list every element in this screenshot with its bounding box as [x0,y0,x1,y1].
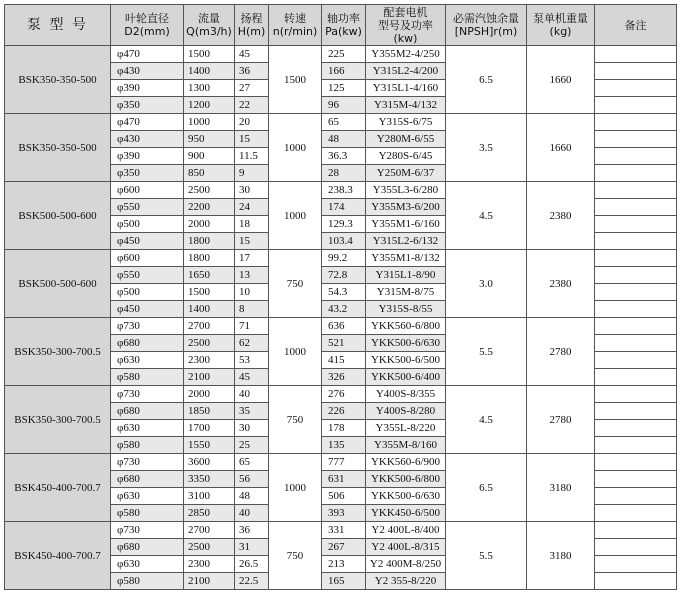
flow-cell: 900 [184,148,235,165]
table-row [5,114,677,131]
head-cell: 53 [235,352,269,369]
flow-cell: 1550 [184,437,235,454]
flow-cell: 1850 [184,403,235,420]
power-cell: 165 [322,573,366,590]
impeller-cell: φ630 [111,556,184,573]
power-cell: 238.3 [322,182,366,199]
head-cell: 71 [235,318,269,335]
head-cell: 24 [235,199,269,216]
impeller-cell: φ390 [111,80,184,97]
weight-cell: 3180 [527,522,595,590]
motor-cell: Y315M-8/75 [366,284,446,301]
note-cell [595,199,677,216]
note-cell [595,233,677,250]
power-cell: 174 [322,199,366,216]
motor-cell: YKK560-6/800 [366,318,446,335]
power-cell: 135 [322,437,366,454]
head-cell: 56 [235,471,269,488]
table-row [5,454,677,471]
impeller-cell: φ350 [111,165,184,182]
table-row [5,318,677,335]
note-cell [595,488,677,505]
model-cell: BSK500-500-600 [5,182,111,250]
table-body [5,46,677,590]
flow-cell: 2000 [184,386,235,403]
impeller-cell: φ730 [111,454,184,471]
flow-cell: 950 [184,131,235,148]
header-model: 泵 型 号 [5,5,111,46]
note-cell [595,522,677,539]
power-cell: 267 [322,539,366,556]
head-cell: 65 [235,454,269,471]
motor-cell: Y2 400M-8/250 [366,556,446,573]
note-cell [595,573,677,590]
flow-cell: 3100 [184,488,235,505]
power-cell: 96 [322,97,366,114]
note-cell [595,250,677,267]
note-cell [595,505,677,522]
motor-cell: Y355M1-8/132 [366,250,446,267]
power-cell: 48 [322,131,366,148]
head-cell: 35 [235,403,269,420]
head-cell: 27 [235,80,269,97]
impeller-cell: φ430 [111,131,184,148]
motor-cell: Y355M-8/160 [366,437,446,454]
motor-cell: Y2 400L-8/400 [366,522,446,539]
impeller-cell: φ580 [111,369,184,386]
power-cell: 28 [322,165,366,182]
motor-cell: Y315L2-4/200 [366,63,446,80]
impeller-cell: φ470 [111,46,184,63]
flow-cell: 2850 [184,505,235,522]
impeller-cell: φ430 [111,63,184,80]
impeller-cell: φ630 [111,352,184,369]
motor-cell: Y355M1-6/160 [366,216,446,233]
motor-cell: YKK500-6/630 [366,488,446,505]
note-cell [595,301,677,318]
model-cell: BSK350-350-500 [5,46,111,114]
head-cell: 22.5 [235,573,269,590]
impeller-cell: φ580 [111,573,184,590]
motor-cell: Y355M2-4/250 [366,46,446,63]
flow-cell: 1650 [184,267,235,284]
motor-cell: Y315L2-6/132 [366,233,446,250]
impeller-cell: φ350 [111,97,184,114]
motor-cell: Y315M-4/132 [366,97,446,114]
table-row [5,386,677,403]
power-cell: 72.8 [322,267,366,284]
head-cell: 8 [235,301,269,318]
impeller-cell: φ680 [111,471,184,488]
model-cell: BSK350-300-700.5 [5,318,111,386]
note-cell [595,131,677,148]
flow-cell: 3350 [184,471,235,488]
motor-cell: Y315L1-4/160 [366,80,446,97]
impeller-cell: φ390 [111,148,184,165]
weight-cell: 1660 [527,46,595,114]
head-cell: 25 [235,437,269,454]
note-cell [595,148,677,165]
power-cell: 213 [322,556,366,573]
power-cell: 393 [322,505,366,522]
weight-cell: 2780 [527,386,595,454]
power-cell: 521 [322,335,366,352]
impeller-cell: φ630 [111,488,184,505]
flow-cell: 1400 [184,63,235,80]
flow-cell: 2700 [184,318,235,335]
power-cell: 125 [322,80,366,97]
weight-cell: 2780 [527,318,595,386]
impeller-cell: φ500 [111,284,184,301]
power-cell: 777 [322,454,366,471]
motor-cell: Y250M-6/37 [366,165,446,182]
npsh-cell: 6.5 [446,46,527,114]
header-motor: 配套电机 型号及功率 (kw) [366,5,446,46]
note-cell [595,454,677,471]
impeller-cell: φ580 [111,437,184,454]
motor-cell: YKK500-6/630 [366,335,446,352]
flow-cell: 2100 [184,573,235,590]
flow-cell: 2100 [184,369,235,386]
flow-cell: 1300 [184,80,235,97]
flow-cell: 1000 [184,114,235,131]
flow-cell: 1200 [184,97,235,114]
head-cell: 15 [235,233,269,250]
motor-cell: Y355L-8/220 [366,420,446,437]
power-cell: 166 [322,63,366,80]
power-cell: 636 [322,318,366,335]
power-cell: 225 [322,46,366,63]
note-cell [595,539,677,556]
weight-cell: 3180 [527,454,595,522]
flow-cell: 1800 [184,250,235,267]
power-cell: 326 [322,369,366,386]
motor-cell: Y400S-8/280 [366,403,446,420]
flow-cell: 2200 [184,199,235,216]
motor-cell: YKK450-6/500 [366,505,446,522]
impeller-cell: φ450 [111,233,184,250]
head-cell: 30 [235,420,269,437]
head-cell: 40 [235,386,269,403]
head-cell: 30 [235,182,269,199]
motor-cell: YKK500-6/800 [366,471,446,488]
motor-cell: Y315S-8/55 [366,301,446,318]
model-cell: BSK450-400-700.7 [5,454,111,522]
speed-cell: 1000 [269,114,322,182]
impeller-cell: φ600 [111,182,184,199]
motor-cell: YKK500-6/400 [366,369,446,386]
head-cell: 15 [235,131,269,148]
motor-cell: Y280M-6/55 [366,131,446,148]
impeller-cell: φ470 [111,114,184,131]
note-cell [595,97,677,114]
flow-cell: 1700 [184,420,235,437]
motor-cell: Y355M3-6/200 [366,199,446,216]
header-flow: 流量 Q(m3/h) [184,5,235,46]
npsh-cell: 4.5 [446,386,527,454]
note-cell [595,403,677,420]
motor-cell: YKK500-6/500 [366,352,446,369]
head-cell: 20 [235,114,269,131]
impeller-cell: φ550 [111,199,184,216]
flow-cell: 2500 [184,182,235,199]
table-row [5,46,677,63]
impeller-cell: φ730 [111,522,184,539]
head-cell: 10 [235,284,269,301]
flow-cell: 1400 [184,301,235,318]
note-cell [595,80,677,97]
weight-cell: 2380 [527,182,595,250]
head-cell: 26.5 [235,556,269,573]
model-cell: BSK500-500-600 [5,250,111,318]
note-cell [595,556,677,573]
power-cell: 226 [322,403,366,420]
impeller-cell: φ600 [111,250,184,267]
header-note: 备注 [595,5,677,46]
impeller-cell: φ550 [111,267,184,284]
head-cell: 18 [235,216,269,233]
note-cell [595,352,677,369]
speed-cell: 1000 [269,182,322,250]
power-cell: 506 [322,488,366,505]
head-cell: 36 [235,63,269,80]
npsh-cell: 4.5 [446,182,527,250]
impeller-cell: φ500 [111,216,184,233]
flow-cell: 1500 [184,46,235,63]
power-cell: 276 [322,386,366,403]
impeller-cell: φ450 [111,301,184,318]
head-cell: 22 [235,97,269,114]
head-cell: 48 [235,488,269,505]
note-cell [595,386,677,403]
note-cell [595,318,677,335]
npsh-cell: 3.5 [446,114,527,182]
weight-cell: 1660 [527,114,595,182]
motor-cell: YKK560-6/900 [366,454,446,471]
motor-cell: Y315S-6/75 [366,114,446,131]
header-head: 扬程 H(m) [235,5,269,46]
head-cell: 45 [235,46,269,63]
table-row [5,182,677,199]
power-cell: 54.3 [322,284,366,301]
head-cell: 40 [235,505,269,522]
impeller-cell: φ680 [111,403,184,420]
flow-cell: 2300 [184,556,235,573]
speed-cell: 1500 [269,46,322,114]
header-power: 轴功率 Pa(kw) [322,5,366,46]
power-cell: 415 [322,352,366,369]
speed-cell: 1000 [269,454,322,522]
motor-cell: Y400S-8/355 [366,386,446,403]
speed-cell: 1000 [269,318,322,386]
power-cell: 43.2 [322,301,366,318]
impeller-cell: φ630 [111,420,184,437]
note-cell [595,114,677,131]
note-cell [595,165,677,182]
model-cell: BSK450-400-700.7 [5,522,111,590]
flow-cell: 1800 [184,233,235,250]
power-cell: 331 [322,522,366,539]
header-speed: 转速 n(r/min) [269,5,322,46]
impeller-cell: φ730 [111,318,184,335]
note-cell [595,284,677,301]
power-cell: 129.3 [322,216,366,233]
motor-cell: Y280S-6/45 [366,148,446,165]
power-cell: 631 [322,471,366,488]
head-cell: 45 [235,369,269,386]
header-row [5,5,677,46]
header-npsh: 必需汽蚀余量 [NPSH]r(m) [446,5,527,46]
head-cell: 62 [235,335,269,352]
speed-cell: 750 [269,522,322,590]
speed-cell: 750 [269,250,322,318]
npsh-cell: 5.5 [446,522,527,590]
note-cell [595,46,677,63]
weight-cell: 2380 [527,250,595,318]
note-cell [595,335,677,352]
flow-cell: 2700 [184,522,235,539]
power-cell: 178 [322,420,366,437]
npsh-cell: 3.0 [446,250,527,318]
flow-cell: 2500 [184,335,235,352]
npsh-cell: 6.5 [446,454,527,522]
npsh-cell: 5.5 [446,318,527,386]
header-impeller: 叶轮直径 D2(mm) [111,5,184,46]
power-cell: 65 [322,114,366,131]
head-cell: 31 [235,539,269,556]
note-cell [595,267,677,284]
power-cell: 103.4 [322,233,366,250]
pump-spec-table [4,4,677,590]
speed-cell: 750 [269,386,322,454]
note-cell [595,216,677,233]
note-cell [595,437,677,454]
impeller-cell: φ680 [111,539,184,556]
head-cell: 36 [235,522,269,539]
model-cell: BSK350-350-500 [5,114,111,182]
impeller-cell: φ580 [111,505,184,522]
flow-cell: 2300 [184,352,235,369]
motor-cell: Y355L3-6/280 [366,182,446,199]
header-weight: 泵单机重量 (kg) [527,5,595,46]
note-cell [595,63,677,80]
motor-cell: Y2 400L-8/315 [366,539,446,556]
motor-cell: Y315L1-8/90 [366,267,446,284]
table-row [5,522,677,539]
power-cell: 36.3 [322,148,366,165]
flow-cell: 3600 [184,454,235,471]
note-cell [595,369,677,386]
note-cell [595,182,677,199]
flow-cell: 850 [184,165,235,182]
head-cell: 9 [235,165,269,182]
power-cell: 99.2 [322,250,366,267]
note-cell [595,420,677,437]
impeller-cell: φ680 [111,335,184,352]
flow-cell: 2000 [184,216,235,233]
impeller-cell: φ730 [111,386,184,403]
head-cell: 11.5 [235,148,269,165]
flow-cell: 1500 [184,284,235,301]
head-cell: 13 [235,267,269,284]
table-row [5,250,677,267]
model-cell: BSK350-300-700.5 [5,386,111,454]
motor-cell: Y2 355-8/220 [366,573,446,590]
flow-cell: 2500 [184,539,235,556]
note-cell [595,471,677,488]
head-cell: 17 [235,250,269,267]
